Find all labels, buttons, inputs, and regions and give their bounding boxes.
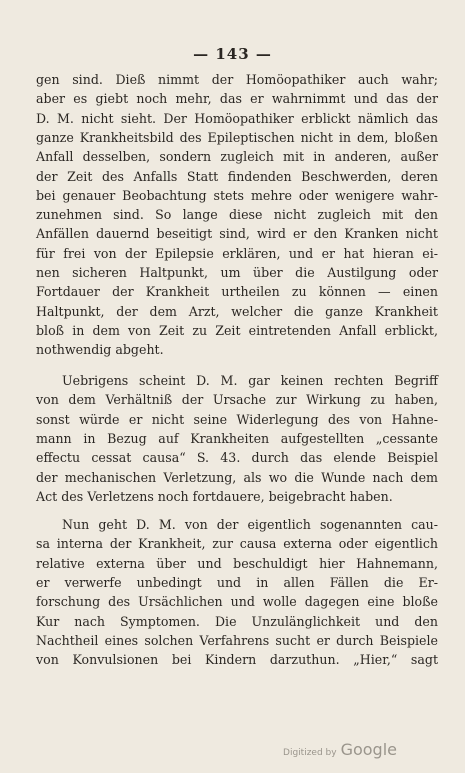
- text-line: Anfall desselben, sondern zugleich mit in anderen, außer: [36, 149, 438, 165]
- text-line: ganze Krankheitsbild des Epileptischen nicht in dem, bloßen: [36, 129, 438, 145]
- text-line: Kur nach Symptomen. Die Unzulänglichkeit und den: [36, 613, 438, 629]
- paragraph-start: Nun geht D. M. von der eigentlich sogenannten cau-: [62, 517, 438, 532]
- digitized-by-label: Digitized by: [283, 748, 337, 758]
- text-line: Anfällen dauernd beseitigt sind, wird er den Kranken nicht: [36, 226, 438, 242]
- text-line: bloß in dem von Zeit zu Zeit eintretenden Anfall erblickt,: [36, 322, 438, 338]
- text-line: D. M. nicht sieht. Der Homöopathiker erblickt nämlich das: [36, 110, 438, 126]
- text-line: der Zeit des Anfalls Statt findenden Beschwerden, deren: [36, 168, 438, 184]
- text-line: effectu cessat causa“ S. 43. durch das elende Beispiel: [36, 450, 438, 466]
- text-line: mann in Bezug auf Krankheiten aufgestellten „cessante: [36, 430, 438, 446]
- digitized-watermark: [283, 740, 397, 759]
- text-line: sonst würde er nicht seine Widerlegung des von Hahne-: [36, 411, 438, 427]
- paragraph-start: Uebrigens scheint D. M. gar keinen rechten Begriff: [62, 373, 438, 388]
- text-line: relative externa über und beschuldigt hier Hahnemann,: [36, 555, 438, 571]
- text-line: für frei von der Epilepsie erklären, und er hat hieran ei-: [36, 245, 438, 261]
- text-line: Nachtheil eines solchen Verfahrens sucht er durch Beispiele: [36, 632, 438, 648]
- page-number: — 143 —: [193, 45, 272, 63]
- text-line: gen sind. Dieß nimmt der Homöopathiker auch wahr;: [36, 72, 438, 87]
- text-line: Haltpunkt, der dem Arzt, welcher die ganze Krankheit: [36, 303, 438, 319]
- text-line: er verwerfe unbedingt und in allen Fällen die Er-: [36, 574, 438, 590]
- text-line: nothwendig abgeht.: [36, 342, 164, 358]
- text-line: der mechanischen Verletzung, als wo die Wunde nach dem: [36, 469, 438, 485]
- google-logo: Google: [340, 740, 397, 759]
- text-line: von Konvulsionen bei Kindern darzuthun. „Hier,“ sagt: [36, 652, 438, 668]
- text-line: aber es giebt noch mehr, das er wahrnimmt und das der: [36, 91, 438, 107]
- text-line: von dem Verhältniß der Ursache zur Wirkung zu haben,: [36, 392, 438, 408]
- text-line: Fortdauer der Krankheit urtheilen zu können — einen: [36, 284, 438, 300]
- text-line: Act des Verletzens noch fortdauere, beigebracht haben.: [36, 488, 393, 504]
- text-line: nen sicheren Haltpunkt, um über die Austilgung oder: [36, 265, 438, 280]
- text-line: sa interna der Krankheit, zur causa externa oder eigentlich: [36, 536, 438, 552]
- text-line: zunehmen sind. So lange diese nicht zugleich mit den: [36, 207, 438, 223]
- text-line: bei genauer Beobachtung stets mehre oder wenigere wahr-: [36, 187, 438, 203]
- text-line: forschung des Ursächlichen und wolle dagegen eine bloße: [36, 594, 438, 610]
